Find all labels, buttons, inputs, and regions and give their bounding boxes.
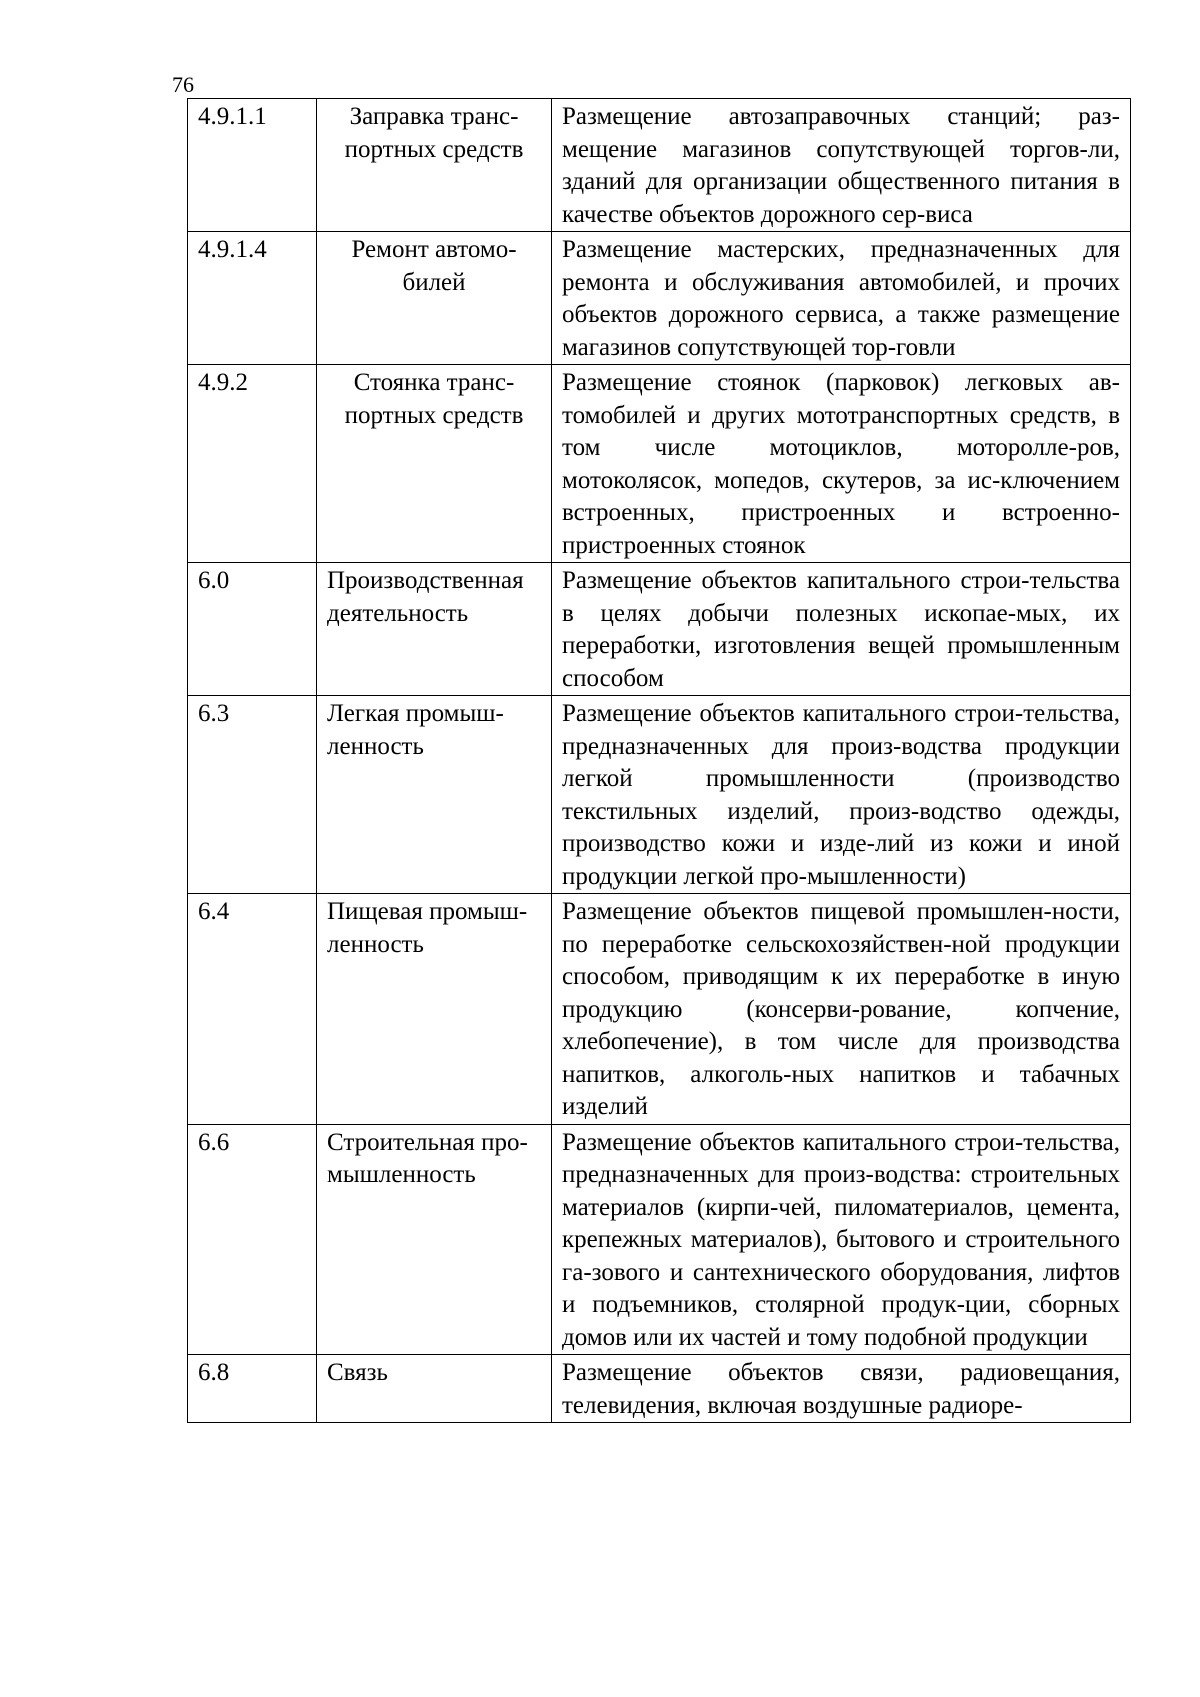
row-name: Легкая промыш-ленность — [317, 696, 552, 894]
row-code: 4.9.2 — [188, 365, 317, 563]
row-code: 6.6 — [188, 1124, 317, 1355]
row-code: 6.8 — [188, 1355, 317, 1423]
row-code: 6.3 — [188, 696, 317, 894]
table-row — [188, 232, 1131, 365]
table-row — [188, 894, 1131, 1125]
row-description: Размещение объектов пищевой промышлен-ности, по переработке сельскохозяйствен-ной продукции способом, приводящим к их переработке в иную продукцию (консерви-рование, копчение, хлебопечение), в том числе для производства напитков, алкоголь-ных напитков и табачных изделий — [552, 894, 1131, 1125]
row-name: Пищевая промыш-ленность — [317, 894, 552, 1125]
row-description: Размещение автозаправочных станций; раз-мещение магазинов сопутствующей торгов-ли, зданий для организации общественного питания в качестве объектов дорожного сер-виса — [552, 99, 1131, 232]
row-description: Размещение объектов капитального строи-тельства, предназначенных для произ-водства продукции легкой промышленности (производство текстильных изделий, произ-водство одежды, производство кожи и изде-лий из кожи и иной продукции легкой про-мышленности) — [552, 696, 1131, 894]
row-description: Размещение объектов связи, радиовещания, телевидения, включая воздушные радиоре- — [552, 1355, 1131, 1423]
table-row — [188, 696, 1131, 894]
row-description: Размещение мастерских, предназначенных для ремонта и обслуживания автомобилей, и прочих объектов дорожного сервиса, а также размещение магазинов сопутствующей тор-говли — [552, 232, 1131, 365]
row-name: Заправка транс-портных средств — [317, 99, 552, 232]
row-code: 4.9.1.4 — [188, 232, 317, 365]
row-name: Стоянка транс-портных средств — [317, 365, 552, 563]
row-description: Размещение объектов капитального строи-тельства, предназначенных для произ-водства: строительных материалов (кирпи-чей, пиломатериалов, цемента, крепежных материалов), бытового и строительного га-зового и сантехнического оборудования, лифтов и подъемников, столярной продук-ции, сборных домов или их частей и тому подобной продукции — [552, 1124, 1131, 1355]
row-code: 6.4 — [188, 894, 317, 1125]
row-name: Связь — [317, 1355, 552, 1423]
row-name: Ремонт автомо-билей — [317, 232, 552, 365]
table-row — [188, 365, 1131, 563]
row-name: Строительная про-мышленность — [317, 1124, 552, 1355]
row-name: Производственная деятельность — [317, 563, 552, 696]
row-description: Размещение объектов капитального строи-тельства в целях добычи полезных ископае-мых, их переработки, изготовления вещей промышленным способом — [552, 563, 1131, 696]
table-row — [188, 1124, 1131, 1355]
row-code: 4.9.1.1 — [188, 99, 317, 232]
table-row — [188, 563, 1131, 696]
table-row — [188, 1355, 1131, 1423]
land-use-table — [187, 98, 1131, 1423]
row-code: 6.0 — [188, 563, 317, 696]
table-row — [188, 99, 1131, 232]
row-description: Размещение стоянок (парковок) легковых ав-томобилей и других мототранспортных средств, в том числе мотоциклов, мотороллe-ров, мотоколясок, мопедов, скутеров, за ис-ключением встроенных, пристроенных и встроенно-пристроенных стоянок — [552, 365, 1131, 563]
page-number: 76 — [172, 72, 194, 97]
